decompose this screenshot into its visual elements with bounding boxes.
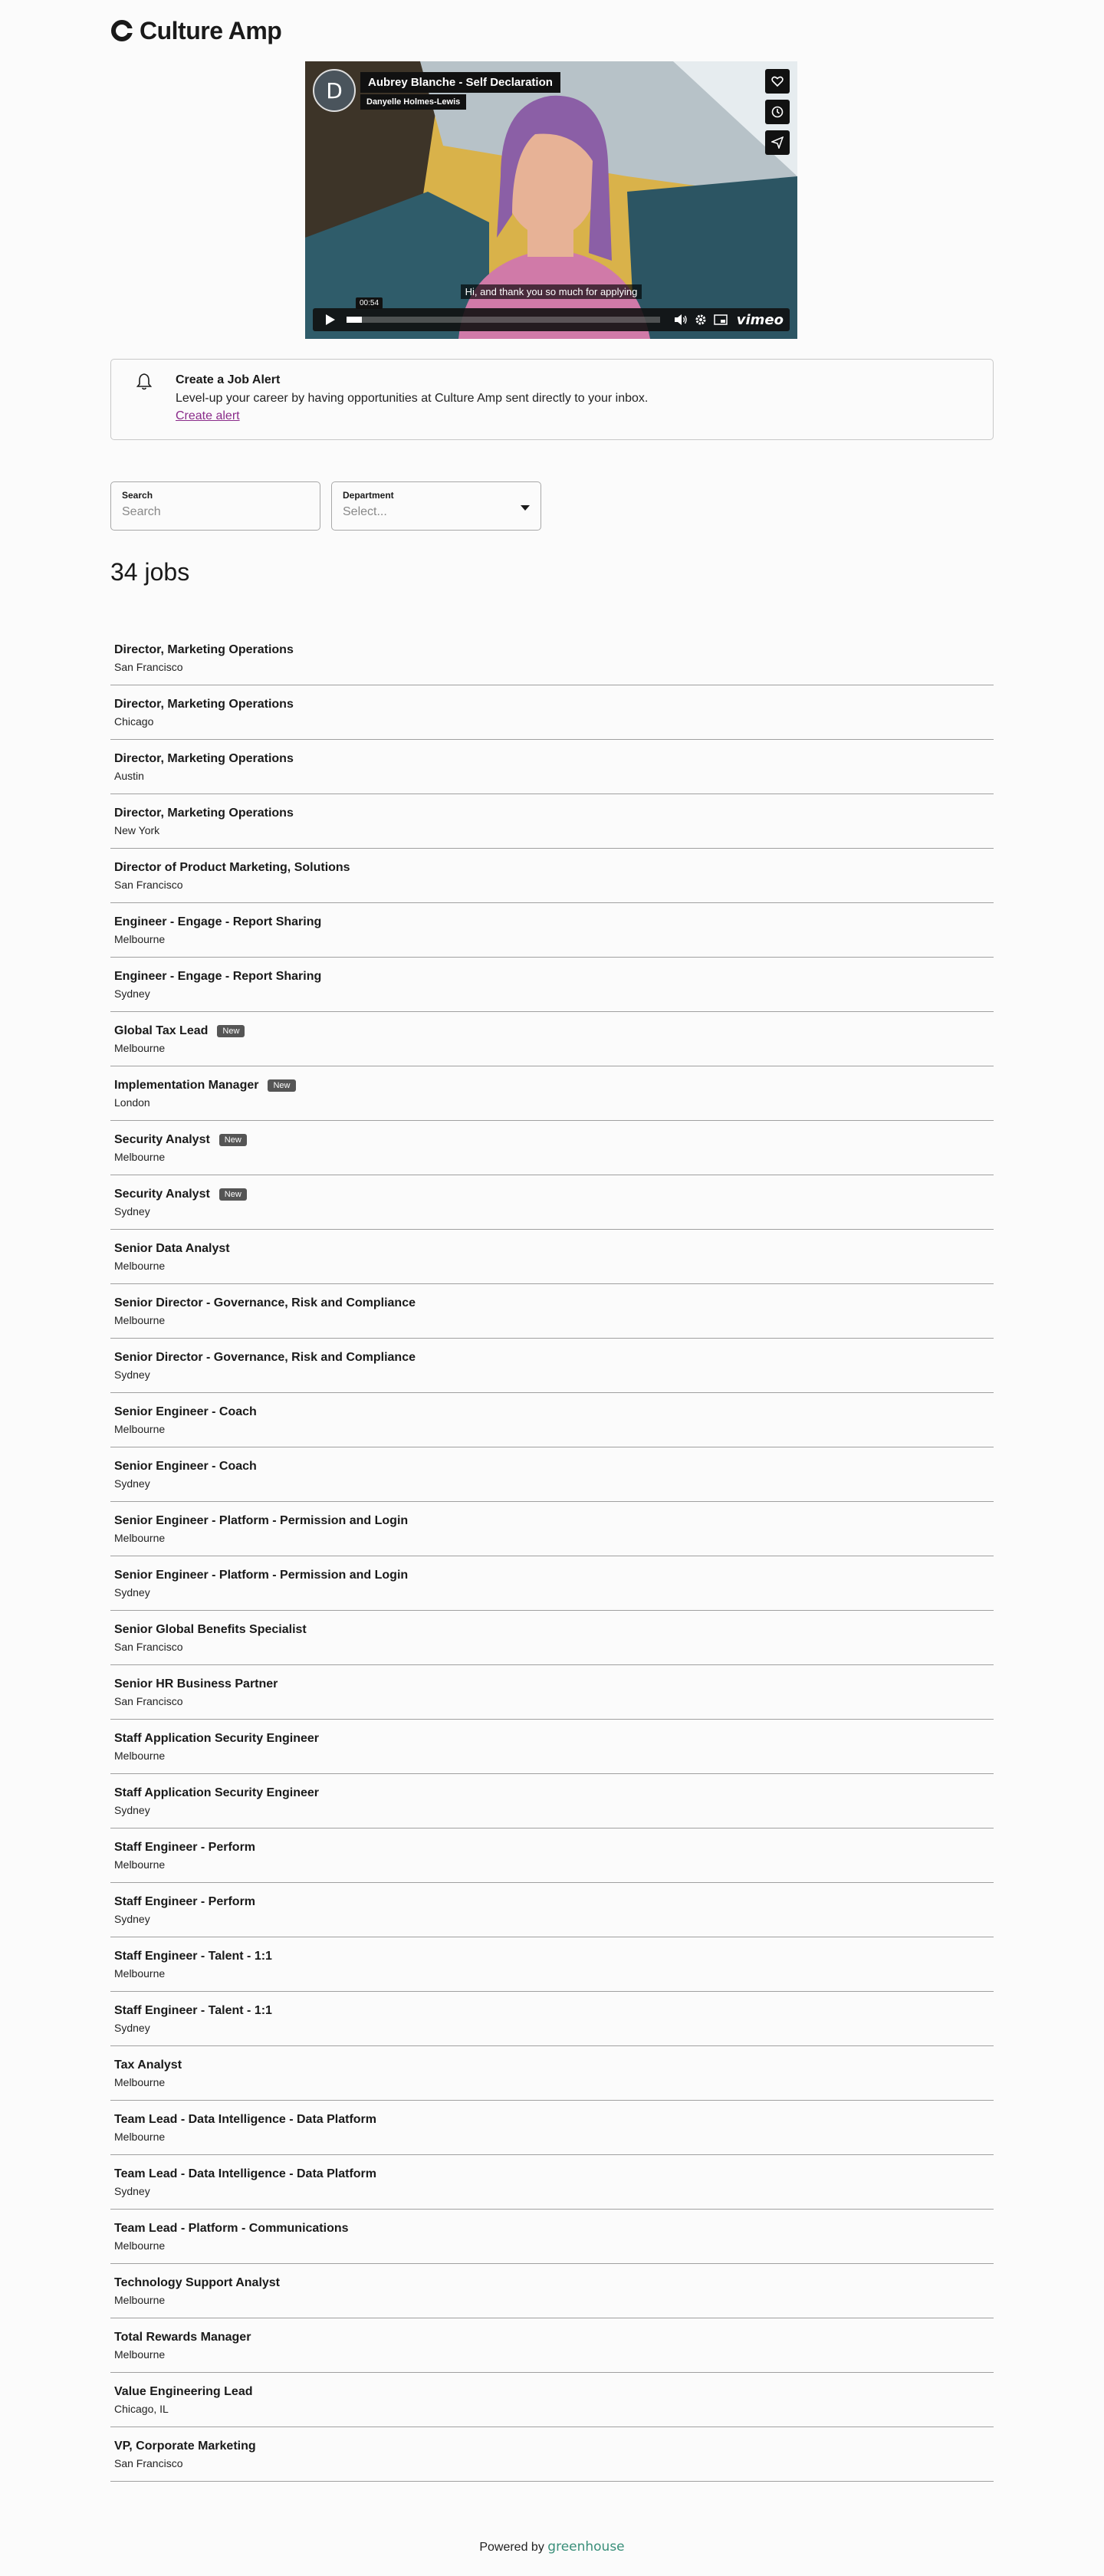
job-location: New York bbox=[114, 824, 160, 836]
job-location: San Francisco bbox=[114, 661, 183, 673]
job-location: Melbourne bbox=[114, 1858, 166, 1871]
job-location: Melbourne bbox=[114, 2294, 166, 2306]
job-title-link[interactable]: Security Analyst bbox=[114, 1188, 210, 1201]
job-title-link[interactable]: Security Analyst bbox=[114, 1133, 210, 1146]
job-location: San Francisco bbox=[114, 1695, 183, 1707]
job-location: Chicago bbox=[114, 715, 154, 728]
job-title-link[interactable]: VP, Corporate Marketing bbox=[114, 2440, 256, 2453]
job-location: San Francisco bbox=[114, 1641, 183, 1653]
job-row[interactable] bbox=[110, 1175, 994, 1230]
play-icon bbox=[325, 314, 336, 326]
department-value[interactable]: Select... bbox=[343, 505, 387, 518]
job-title-link[interactable]: Tax Analyst bbox=[114, 2058, 182, 2072]
job-title-link[interactable]: Technology Support Analyst bbox=[114, 2276, 281, 2289]
job-location: San Francisco bbox=[114, 879, 183, 891]
job-title-link[interactable]: Value Engineering Lead bbox=[114, 2385, 253, 2398]
job-title-link[interactable]: Director, Marketing Operations bbox=[114, 698, 294, 711]
search-field[interactable] bbox=[110, 481, 320, 531]
job-row[interactable] bbox=[110, 2046, 994, 2101]
alert-description: Level-up your career by having opportunities at Culture Amp sent directly to your inbox. bbox=[176, 392, 649, 405]
job-title-link[interactable]: Staff Engineer - Perform bbox=[114, 1895, 256, 1908]
job-row[interactable] bbox=[110, 849, 994, 903]
job-location: Sydney bbox=[114, 1913, 150, 1925]
job-title-link[interactable]: Staff Engineer - Talent - 1:1 bbox=[114, 1950, 272, 1963]
job-row[interactable] bbox=[110, 1774, 994, 1829]
job-row[interactable] bbox=[110, 794, 994, 849]
job-title-link[interactable]: Senior Engineer - Platform - Permission and Login bbox=[114, 1514, 409, 1527]
job-count: 34 jobs bbox=[110, 558, 190, 586]
job-title-link[interactable]: Senior Director - Governance, Risk and Compliance bbox=[114, 1296, 416, 1309]
job-location: Sydney bbox=[114, 1477, 150, 1490]
watch-later-button[interactable] bbox=[765, 100, 790, 124]
department-label: Department bbox=[343, 490, 394, 501]
job-row[interactable] bbox=[110, 2427, 994, 2482]
greenhouse-logo[interactable]: greenhouse bbox=[547, 2539, 625, 2555]
job-location: Melbourne bbox=[114, 2076, 166, 2088]
send-icon bbox=[771, 136, 784, 149]
video-title[interactable]: Aubrey Blanche - Self Declaration bbox=[360, 72, 560, 93]
job-row[interactable] bbox=[110, 1012, 994, 1066]
job-row[interactable] bbox=[110, 740, 994, 794]
search-label: Search bbox=[122, 490, 153, 501]
job-title-link[interactable]: Staff Engineer - Talent - 1:1 bbox=[114, 2004, 272, 2017]
progress-fill bbox=[347, 317, 362, 323]
job-title-link[interactable]: Team Lead - Data Intelligence - Data Platform bbox=[114, 2167, 377, 2180]
job-title-link[interactable]: Staff Engineer - Perform bbox=[114, 1841, 256, 1854]
job-location: Melbourne bbox=[114, 1423, 166, 1435]
job-filters bbox=[110, 481, 541, 531]
new-badge: New bbox=[219, 1188, 247, 1201]
job-location: Sydney bbox=[114, 2022, 150, 2034]
job-list bbox=[110, 631, 994, 2482]
time-tooltip: 00:54 bbox=[356, 297, 383, 309]
chevron-down-icon[interactable] bbox=[521, 505, 530, 511]
job-row[interactable] bbox=[110, 1883, 994, 1937]
job-row[interactable] bbox=[110, 1393, 994, 1447]
job-row[interactable] bbox=[110, 1284, 994, 1339]
job-row[interactable] bbox=[110, 1665, 994, 1720]
play-button[interactable] bbox=[319, 310, 342, 329]
job-location: London bbox=[114, 1096, 150, 1109]
job-location: Sydney bbox=[114, 1368, 150, 1381]
job-row[interactable] bbox=[110, 1447, 994, 1502]
job-row[interactable] bbox=[110, 1339, 994, 1393]
job-location: Melbourne bbox=[114, 2348, 166, 2361]
job-location: Sydney bbox=[114, 1586, 150, 1598]
job-location: Sydney bbox=[114, 987, 150, 1000]
job-row[interactable] bbox=[110, 1121, 994, 1175]
job-title-link[interactable]: Director, Marketing Operations bbox=[114, 643, 294, 656]
volume-button[interactable] bbox=[674, 313, 688, 327]
brand-name[interactable]: Culture Amp bbox=[140, 16, 282, 44]
job-row[interactable] bbox=[110, 685, 994, 740]
job-location: Sydney bbox=[114, 1804, 150, 1816]
volume-icon bbox=[674, 314, 688, 326]
job-row[interactable] bbox=[110, 1230, 994, 1284]
job-row[interactable] bbox=[110, 2210, 994, 2264]
job-location: Melbourne bbox=[114, 1750, 166, 1762]
bell-icon bbox=[134, 372, 154, 392]
job-location: Sydney bbox=[114, 1205, 150, 1217]
job-location: San Francisco bbox=[114, 2457, 183, 2469]
job-location: Melbourne bbox=[114, 1151, 166, 1163]
job-location: Melbourne bbox=[114, 2131, 166, 2143]
settings-button[interactable] bbox=[694, 313, 708, 327]
job-row[interactable] bbox=[110, 958, 994, 1012]
job-title-link[interactable]: Senior Director - Governance, Risk and Compliance bbox=[114, 1351, 416, 1364]
gear-icon bbox=[695, 314, 707, 326]
job-row[interactable] bbox=[110, 2264, 994, 2318]
job-location: Melbourne bbox=[114, 1260, 166, 1272]
job-row[interactable] bbox=[110, 1502, 994, 1556]
job-row[interactable] bbox=[110, 1556, 994, 1611]
like-button[interactable] bbox=[765, 69, 790, 94]
job-title-link[interactable]: Engineer - Engage - Report Sharing bbox=[114, 915, 322, 928]
video-byline[interactable]: Danyelle Holmes-Lewis bbox=[360, 94, 466, 110]
job-row[interactable] bbox=[110, 1992, 994, 2046]
new-badge: New bbox=[268, 1079, 295, 1092]
job-title-link[interactable]: Total Rewards Manager bbox=[114, 2331, 251, 2344]
job-title-link[interactable]: Senior Engineer - Platform - Permission and Login bbox=[114, 1569, 409, 1582]
department-select[interactable] bbox=[331, 481, 541, 531]
job-row[interactable] bbox=[110, 2101, 994, 2155]
progress-bar[interactable] bbox=[347, 317, 660, 323]
job-title-link[interactable]: Senior HR Business Partner bbox=[114, 1677, 278, 1691]
job-title-link[interactable]: Global Tax Lead bbox=[114, 1024, 209, 1037]
job-location: Melbourne bbox=[114, 1314, 166, 1326]
footer bbox=[0, 2539, 1104, 2555]
heart-icon bbox=[771, 75, 784, 87]
job-location: Melbourne bbox=[114, 933, 166, 945]
job-alert-card bbox=[110, 359, 994, 440]
job-row[interactable] bbox=[110, 1611, 994, 1665]
search-input[interactable] bbox=[122, 505, 309, 519]
site-header bbox=[110, 15, 281, 46]
author-avatar[interactable]: D bbox=[313, 69, 356, 112]
culture-amp-logo-icon[interactable] bbox=[110, 19, 133, 42]
pip-button[interactable] bbox=[714, 313, 728, 327]
job-title-link[interactable]: Director, Marketing Operations bbox=[114, 807, 294, 820]
job-row[interactable] bbox=[110, 2318, 994, 2373]
job-location: Chicago, IL bbox=[114, 2403, 169, 2415]
job-location: Melbourne bbox=[114, 1042, 166, 1054]
new-badge: New bbox=[217, 1025, 245, 1037]
video-controls bbox=[313, 308, 790, 331]
job-title-link[interactable]: Engineer - Engage - Report Sharing bbox=[114, 970, 322, 983]
job-row[interactable] bbox=[110, 2373, 994, 2427]
alert-title: Create a Job Alert bbox=[176, 373, 281, 386]
job-title-link[interactable]: Senior Global Benefits Specialist bbox=[114, 1623, 307, 1636]
job-row[interactable] bbox=[110, 1066, 994, 1121]
job-row[interactable] bbox=[110, 1829, 994, 1883]
job-title-link[interactable]: Senior Engineer - Coach bbox=[114, 1405, 257, 1418]
new-badge: New bbox=[219, 1134, 247, 1146]
job-title-link[interactable]: Senior Data Analyst bbox=[114, 1242, 230, 1255]
video-caption: Hi, and thank you so much for applying bbox=[461, 284, 642, 299]
job-title-link[interactable]: Implementation Manager bbox=[114, 1079, 259, 1092]
job-title-link[interactable]: Team Lead - Platform - Communications bbox=[114, 2222, 349, 2235]
job-row[interactable] bbox=[110, 1937, 994, 1992]
job-title-link[interactable]: Senior Engineer - Coach bbox=[114, 1460, 257, 1473]
job-title-link[interactable]: Staff Application Security Engineer bbox=[114, 1732, 320, 1745]
job-location: Melbourne bbox=[114, 1532, 166, 1544]
job-title-link[interactable]: Director of Product Marketing, Solutions bbox=[114, 861, 350, 874]
job-row[interactable] bbox=[110, 631, 994, 685]
job-location: Sydney bbox=[114, 2185, 150, 2197]
job-location: Melbourne bbox=[114, 2239, 166, 2252]
job-row[interactable] bbox=[110, 903, 994, 958]
vimeo-logo[interactable]: vimeo bbox=[736, 311, 784, 328]
job-title-link[interactable]: Director, Marketing Operations bbox=[114, 752, 294, 765]
powered-by-text: Powered by bbox=[479, 2541, 544, 2554]
share-button[interactable] bbox=[765, 130, 790, 155]
clock-icon bbox=[771, 106, 784, 118]
create-alert-link[interactable]: Create alert bbox=[176, 409, 240, 422]
job-row[interactable] bbox=[110, 1720, 994, 1774]
job-title-link[interactable]: Staff Application Security Engineer bbox=[114, 1786, 320, 1799]
job-location: Melbourne bbox=[114, 1967, 166, 1980]
pip-icon bbox=[714, 314, 728, 325]
video-player[interactable] bbox=[305, 61, 797, 339]
job-title-link[interactable]: Team Lead - Data Intelligence - Data Platform bbox=[114, 2113, 377, 2126]
job-row[interactable] bbox=[110, 2155, 994, 2210]
job-location: Austin bbox=[114, 770, 144, 782]
